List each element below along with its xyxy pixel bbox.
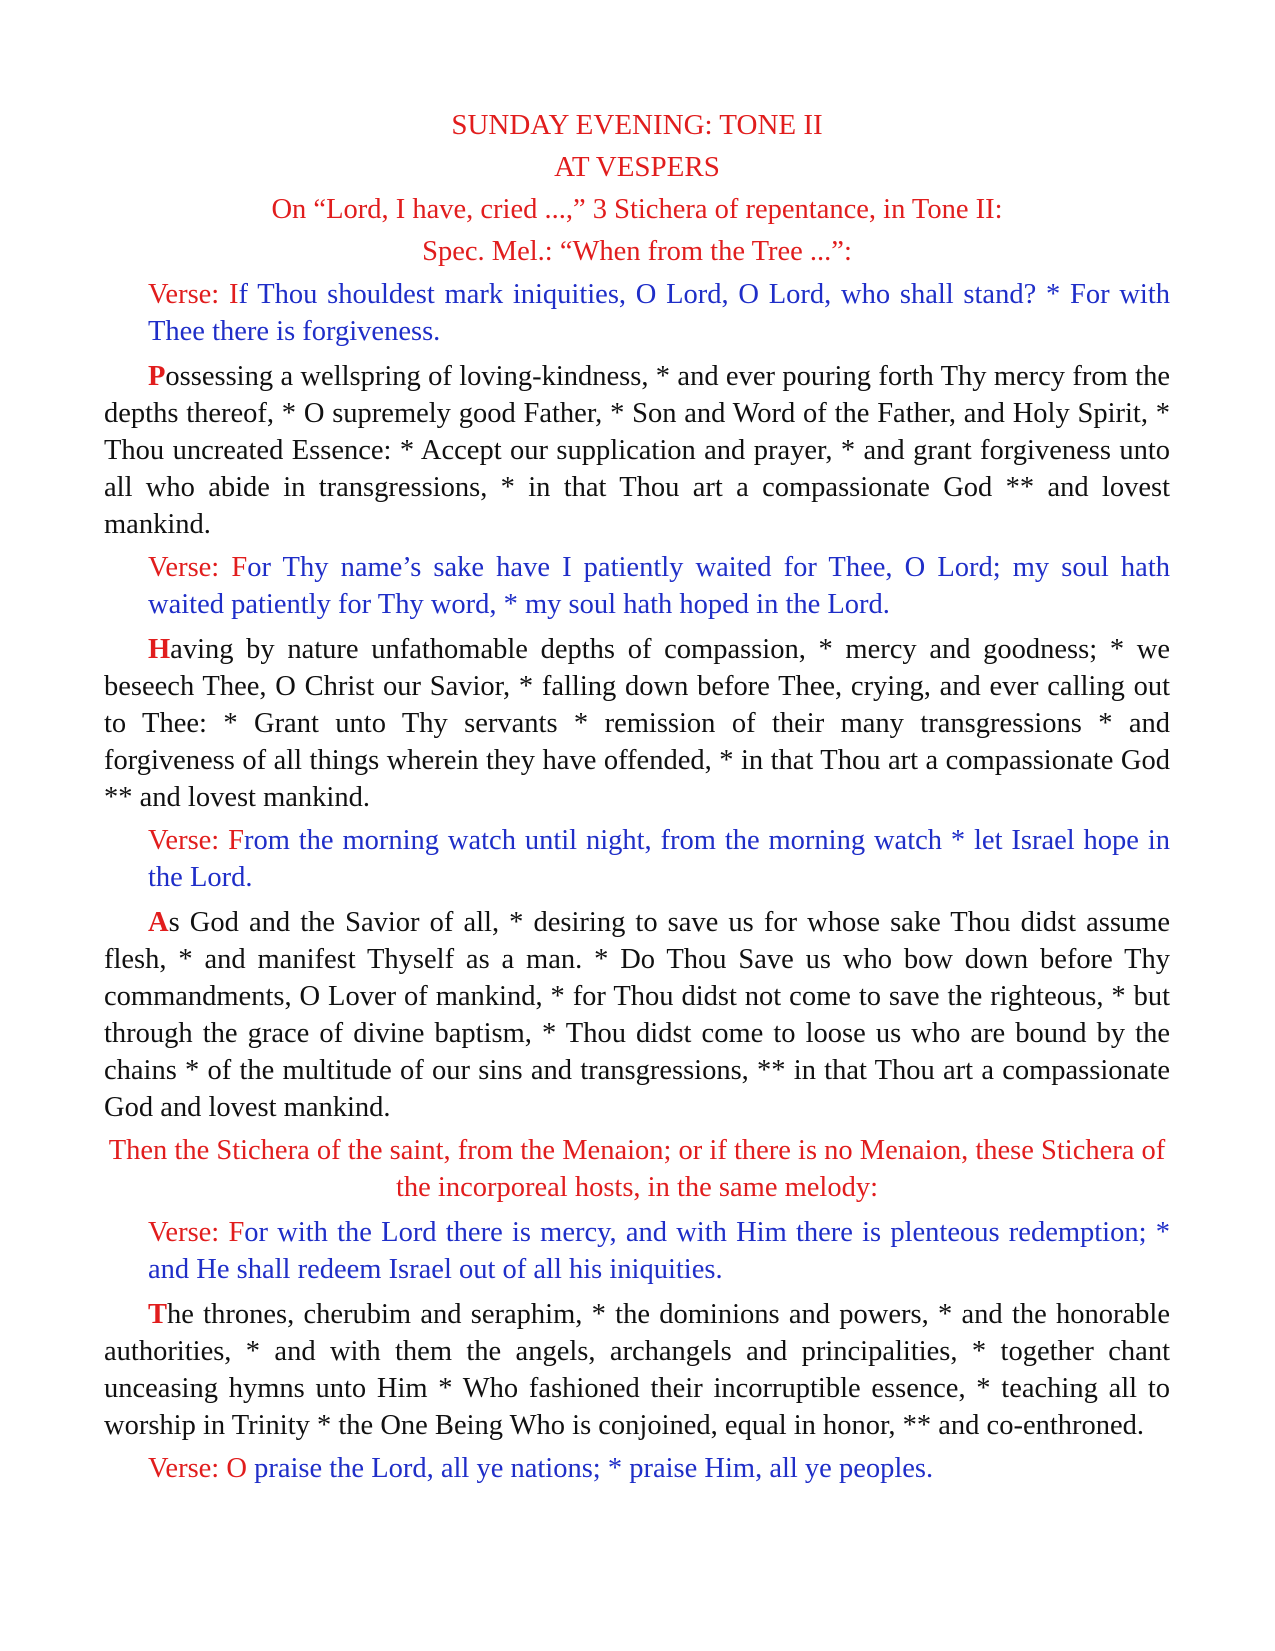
verse-2 <box>148 549 1170 623</box>
drop-initial: H <box>148 634 171 665</box>
title-line-2: AT VESPERS <box>554 151 720 183</box>
sticheron-text: he thrones, cherubim and seraphim, * the dominions and powers, * and the honorable authorities, * and with them the angels, archangels and principalities, * together chant unceasing hymns unto Him * Who fashioned their incorruptible essence, * teaching all to worship in Trinity * the One Being Who is conjoined, equal in honor, ** and co-enthroned. <box>104 1299 1170 1441</box>
verse-text: praise the Lord, all ye nations; * praise Him, all ye peoples. <box>246 1453 934 1484</box>
page-title <box>104 104 1170 188</box>
document-page <box>104 104 1170 1495</box>
drop-initial: A <box>148 907 169 938</box>
opening-rubric <box>104 188 1170 272</box>
sticheron-text: aving by nature unfathomable depths of compassion, * mercy and goodness; * we beseech Thee, O Christ our Savior, * falling down before Thee, crying, and ever calling out to Thee: * Grant unto Thy servants * remission of their many transgressions * and forgiveness of all things wherein they have offended, * in that Thou art a compassionate God ** and lovest mankind. <box>104 634 1170 813</box>
verse-initial: F <box>231 552 248 583</box>
sticheron-2 <box>104 631 1170 816</box>
verse-initial: I <box>228 279 239 310</box>
verse-initial: F <box>228 1217 245 1248</box>
sticheron-text: ossessing a wellspring of loving-kindness, * and ever pouring forth Thy mercy from the depths thereof, * O supremely good Father, * Son and Word of the Father, and Holy Spirit, * Thou uncreated Essence: * Accept our supplication and prayer, * and grant forgiveness unto all who abide in transgressions, * in that Thou art a compassionate God ** and lovest mankind. <box>104 361 1170 540</box>
verse-text: f Thou shouldest mark iniquities, O Lord, O Lord, who shall stand? * For with Thee there is forgiveness. <box>148 279 1170 347</box>
verse-label: Verse: <box>148 552 232 583</box>
drop-initial: T <box>148 1299 168 1330</box>
verse-label: Verse: <box>148 1217 229 1248</box>
verse-text: rom the morning watch until night, from the morning watch * let Israel hope in the Lord. <box>148 825 1170 893</box>
sticheron-1 <box>104 358 1170 543</box>
title-line-1: SUNDAY EVENING: TONE II <box>451 109 823 141</box>
verse-4 <box>148 1214 1170 1288</box>
verse-text: or Thy name’s sake have I patiently waited for Thee, O Lord; my soul hath waited patiently for Thy word, * my soul hath hoped in the Lord. <box>148 552 1170 620</box>
sticheron-4 <box>104 1296 1170 1444</box>
verse-text: or with the Lord there is mercy, and with Him there is plenteous redemption; * and He shall redeem Israel out of all his iniquities. <box>148 1217 1170 1285</box>
rubric-line-1: On “Lord, I have, cried ...,” 3 Stichera of repentance, in Tone II: <box>271 194 1003 225</box>
sticheron-text: s God and the Savior of all, * desiring to save us for whose sake Thou didst assume flesh, * and manifest Thyself as a man. * Do Thou Save us who bow down before Thy commandments, O Lover of mankind, * for Thou didst not come to save the righteous, * but through the grace of divine baptism, * Thou didst come to loose us who are bound by the chains * of the multitude of our sins and transgressions, ** in that Thou art a compassionate God and lovest mankind. <box>104 907 1170 1123</box>
drop-initial: P <box>148 361 166 392</box>
verse-3 <box>148 822 1170 896</box>
verse-label: Verse: <box>148 279 229 310</box>
menaion-rubric: Then the Stichera of the saint, from the Menaion; or if there is no Menaion, these Stichera of the incorporeal hosts, in the same melody: <box>108 1135 1166 1203</box>
verse-1 <box>148 276 1170 350</box>
sticheron-3 <box>104 904 1170 1126</box>
verse-initial: F <box>228 825 244 856</box>
verse-initial: O <box>226 1453 247 1484</box>
verse-label: Verse: <box>148 825 229 856</box>
verse-label: Verse: <box>148 1453 227 1484</box>
rubric-line-2: Spec. Mel.: “When from the Tree ...”: <box>422 236 852 267</box>
verse-5 <box>148 1450 1170 1487</box>
